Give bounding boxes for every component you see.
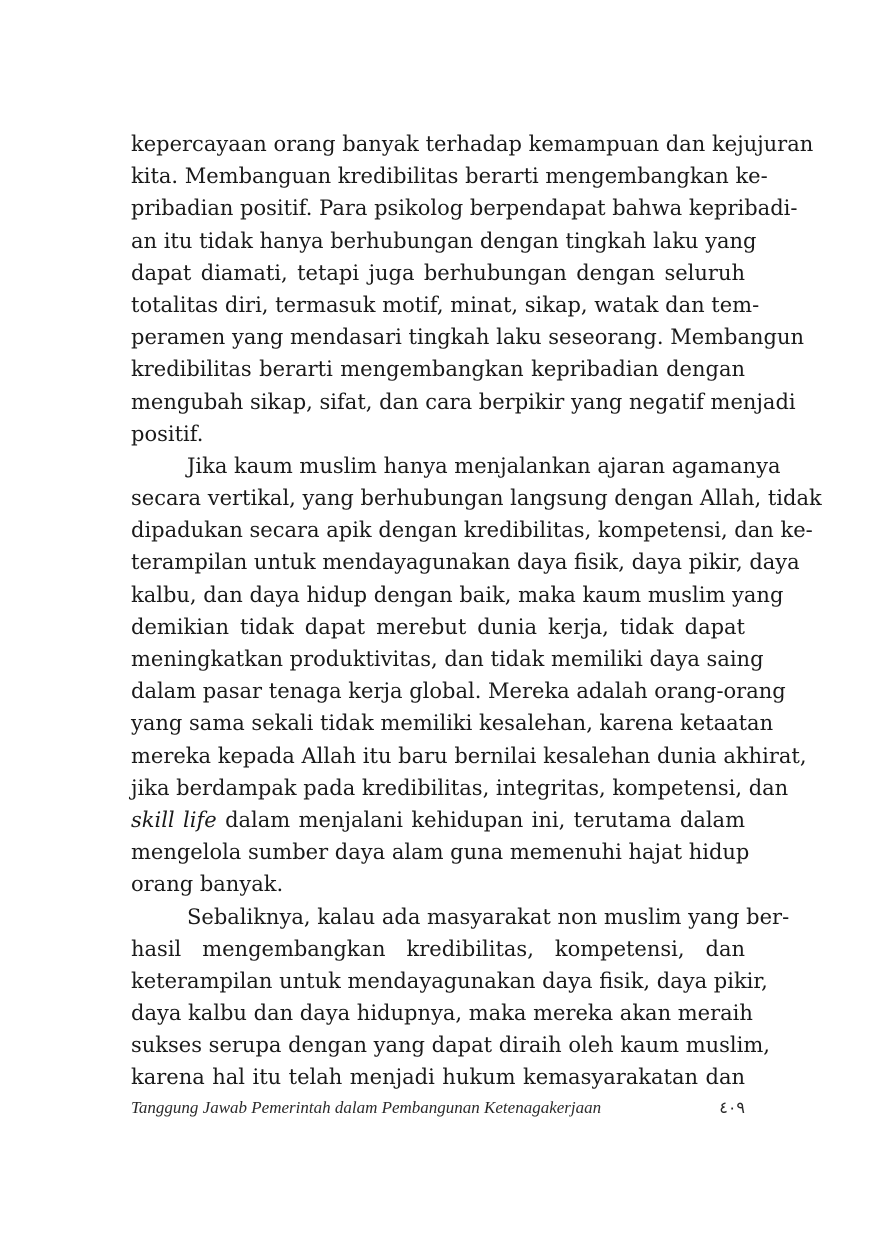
text-line: Jika kaum muslim hanya menjalankan ajaran agamanya bbox=[187, 453, 781, 478]
text-line: an itu tidak hanya berhubungan dengan tingkah laku yang bbox=[131, 228, 757, 253]
text-line: sukses serupa dengan yang dapat diraih oleh kaum muslim, bbox=[131, 1033, 770, 1058]
text-line: peramen yang mendasari tingkah laku seseorang. Membangun bbox=[131, 325, 805, 350]
text-line: keterampilan untuk mendayagunakan daya fisik, daya pikir, bbox=[131, 968, 768, 993]
paragraph-2 bbox=[131, 450, 822, 901]
text-line: totalitas diri, termasuk motif, minat, sikap, watak dan tem- bbox=[131, 292, 760, 317]
italic-phrase: skill life bbox=[131, 807, 217, 832]
paragraph-3 bbox=[131, 901, 790, 1094]
text-line: hasil mengembangkan kredibilitas, kompetensi, dan bbox=[131, 936, 745, 961]
text-line: orang banyak. bbox=[131, 872, 284, 897]
page-footer bbox=[131, 1098, 745, 1122]
text-line-with-italic bbox=[131, 804, 745, 836]
text-line: daya kalbu dan daya hidupnya, maka mereka akan meraih bbox=[131, 1001, 753, 1026]
page-number: ٤٠٩ bbox=[719, 1098, 745, 1117]
body-text bbox=[131, 128, 822, 1094]
text-line-rest: dalam menjalani kehidupan ini, terutama dalam bbox=[216, 807, 745, 832]
text-line: dalam pasar tenaga kerja global. Mereka adalah orang-orang bbox=[131, 679, 786, 704]
text-line: kredibilitas berarti mengembangkan kepribadian dengan bbox=[131, 357, 745, 382]
text-line: kepercayaan orang banyak terhadap kemampuan dan kejujuran bbox=[131, 132, 814, 156]
text-line: dapat diamati, tetapi juga berhubungan dengan seluruh bbox=[131, 260, 745, 285]
text-line: kalbu, dan daya hidup dengan baik, maka kaum muslim yang bbox=[131, 582, 784, 607]
text-line: Sebaliknya, kalau ada masyarakat non muslim yang ber- bbox=[187, 904, 790, 929]
text-line: terampilan untuk mendayagunakan daya fisik, daya pikir, daya bbox=[131, 550, 800, 575]
text-line: mengubah sikap, sifat, dan cara berpikir yang negatif menjadi bbox=[131, 389, 796, 414]
text-line: meningkatkan produktivitas, dan tidak memiliki daya saing bbox=[131, 647, 764, 671]
running-footer-title: Tanggung Jawab Pemerintah dalam Pembangunan Ketenagakerjaan bbox=[131, 1098, 602, 1117]
text-line: mereka kepada Allah itu baru bernilai kesalehan dunia akhirat, bbox=[131, 743, 807, 768]
text-line: kita. Membanguan kredibilitas berarti mengembangkan ke- bbox=[131, 164, 768, 189]
text-line: demikian tidak dapat merebut dunia kerja, tidak dapat bbox=[131, 614, 745, 639]
text-line: karena hal itu telah menjadi hukum kemasyarakatan dan bbox=[131, 1065, 745, 1090]
text-line: secara vertikal, yang berhubungan langsung dengan Allah, tidak bbox=[131, 486, 822, 511]
text-line: jika berdampak pada kredibilitas, integritas, kompetensi, dan bbox=[131, 775, 789, 800]
text-line: mengelola sumber daya alam guna memenuhi hajat hidup bbox=[131, 840, 750, 865]
text-line: pribadian positif. Para psikolog berpendapat bahwa kepribadi- bbox=[131, 196, 798, 221]
text-line: positif. bbox=[131, 421, 204, 446]
text-line: dipadukan secara apik dengan kredibilitas, kompetensi, dan ke- bbox=[131, 518, 813, 543]
paragraph-1 bbox=[131, 128, 814, 450]
text-line: yang sama sekali tidak memiliki kesalehan, karena ketaatan bbox=[131, 711, 774, 736]
